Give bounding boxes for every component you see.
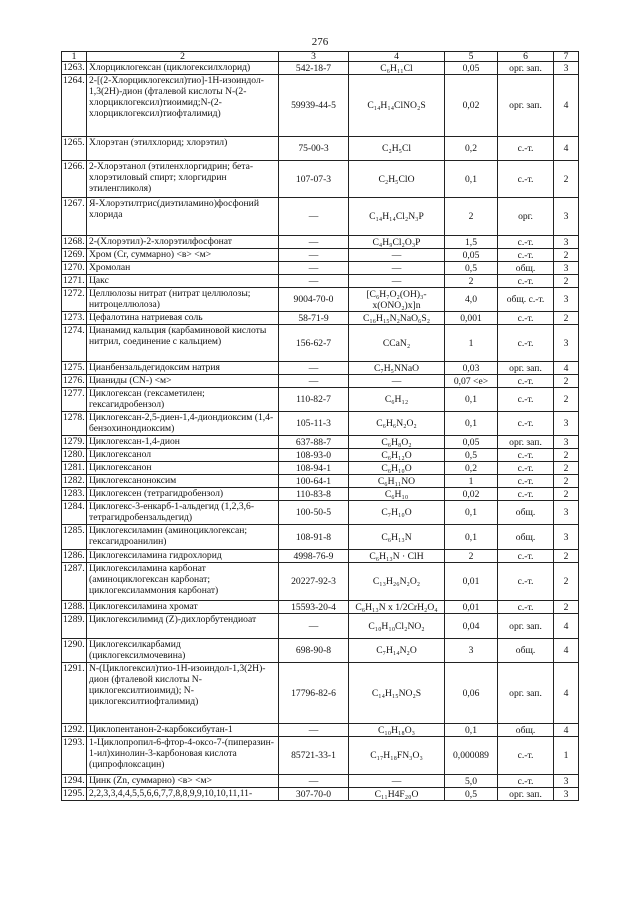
row-number: 1294. [63,775,85,786]
concentration-limit: 2 [445,198,498,236]
substance-name: Циклогексилимид (Z)-дихлорбутендиоат [87,614,279,639]
table-row [62,236,579,249]
table-row [62,475,579,488]
concentration-limit: 2 [445,550,498,563]
chemical-formula: C₂H₅Cl [349,137,445,161]
hazard-class: 2 [554,161,579,198]
substance-name: Циклогексилкарбамид (циклогексилмочевина) [87,639,279,663]
substance-name: Циклогексен (тетрагидробензол) [87,488,279,501]
cas-number: — [279,236,349,249]
hazard-indicator: орг. [498,198,554,236]
table-row [62,436,579,449]
hazard-indicator: общ. [498,724,554,737]
hazard-class: 3 [554,288,579,312]
hazard-indicator: с.-т. [498,375,554,388]
hazard-class: 3 [554,236,579,249]
cas-number: 85721-33-1 [279,737,349,775]
hazard-class: 4 [554,75,579,137]
substance-name: 1-Циклопропил-6-фтор-4-оксо-7-(пиперазин- 1-ил)хинолин-3-карбоновая кислота (ципрофлоксацин) [87,737,279,775]
table-row [62,737,579,775]
row-number: 1290. [62,639,87,663]
row-number: 1289. [62,614,87,639]
hazard-class: 2 [554,462,579,475]
chemical-formula: C₁₃H₂₆N₂O₂ [349,563,445,601]
table-row [62,198,579,236]
table-row [62,550,579,563]
hazard-indicator: с.-т. [498,325,554,362]
chemical-formula: — [349,775,445,788]
chemical-formula: C₁₁H4F₂₀O [349,788,445,801]
hazard-class: 3 [554,775,579,788]
concentration-limit: 0,02 [445,75,498,137]
table-row [62,161,579,198]
hazard-indicator: с.-т. [498,137,554,161]
row-number: 1295. [63,788,85,799]
cas-number: 542-18-7 [279,62,349,75]
hazard-indicator: с.-т. [498,412,554,436]
page-number: 276 [311,36,329,48]
cas-number: — [279,614,349,639]
chemical-formula: C₁₇H₁₈FN₃O₃ [349,737,445,775]
table-row [62,288,579,312]
row-number: 1271. [63,275,85,286]
hazard-class: 2 [554,449,579,462]
cas-number: — [279,724,349,737]
hazard-indicator: общ. [498,262,554,275]
row-number: 1282. [63,475,85,486]
chemical-formula: C₆H₁₃N [349,525,445,550]
concentration-limit: 0,1 [445,501,498,525]
cas-number: 110-82-7 [279,388,349,412]
substance-name: Хлорциклогексан (циклогексилхлорид) [87,62,279,75]
concentration-limit: 0,1 [445,161,498,198]
concentration-limit: 0,1 [445,525,498,550]
chemical-formula: — [349,275,445,288]
table-row [62,388,579,412]
concentration-limit: 5,0 [445,775,498,788]
substance-name: 2-(Хлорэтил)-2-хлорэтилфосфонат [87,236,279,249]
substance-name: 2-Хлорэтанол (этиленхлоргидрин; бета-хлорэтиловый спирт; хлоргидрин этиленгликоля) [87,161,279,198]
concentration-limit: 1,5 [445,236,498,249]
table-row [62,724,579,737]
table-row [62,563,579,601]
concentration-limit: 0,02 [445,488,498,501]
hazard-class: 2 [554,388,579,412]
cas-number: 107-07-3 [279,161,349,198]
hazard-class: 2 [554,601,579,614]
substance-name: Цианбензальдегидоксим натрия [87,362,279,375]
cas-number: — [279,775,349,788]
cas-number: 108-93-0 [279,449,349,462]
substance-name: 2,2,3,3,4,4,5,5,6,6,7,7,8,8,9,9,10,10,11,11- [87,788,279,801]
substance-table [61,51,579,801]
cas-number: 307-70-0 [279,788,349,801]
hazard-class: 4 [554,614,579,639]
hazard-class: 3 [554,501,579,525]
row-number: 1276. [63,375,85,386]
row-number: 1283. [63,488,85,499]
substance-name: Цефалотина натриевая соль [87,312,279,325]
table-row [62,601,579,614]
row-number: 1280. [63,449,85,460]
column-header: 2 [87,52,279,62]
column-header: 7 [554,52,579,62]
chemical-formula: C₆H₁₀ [349,488,445,501]
row-number: 1284. [62,501,87,525]
table-row [62,449,579,462]
chemical-formula: C₁₄H₁₄Cl₂N₃P [349,198,445,236]
chemical-formula: C₆H₈O₂ [349,436,445,449]
hazard-indicator: орг. зап. [498,362,554,375]
concentration-limit: 0,05 [445,436,498,449]
column-header: 3 [279,52,349,62]
chemical-formula: C₄H₉Cl₂O₃P [349,236,445,249]
row-number: 1277. [62,388,87,412]
cas-number: — [279,262,349,275]
hazard-indicator: с.-т. [498,563,554,601]
hazard-indicator: общ. [498,525,554,550]
hazard-indicator: с.-т. [498,312,554,325]
hazard-class: 3 [554,262,579,275]
hazard-indicator: орг. зап. [498,75,554,137]
table-row [62,75,579,137]
cas-number: 100-64-1 [279,475,349,488]
table-row [62,62,579,75]
row-number: 1265. [62,137,87,161]
table-row [62,525,579,550]
hazard-indicator: с.-т. [498,475,554,488]
cas-number: 637-88-7 [279,436,349,449]
table-row [62,663,579,724]
chemical-formula: C₆H₁₁Cl [349,62,445,75]
chemical-formula: — [349,262,445,275]
table-row [62,412,579,436]
concentration-limit: 1 [445,475,498,488]
hazard-indicator: с.-т. [498,462,554,475]
concentration-limit: 0,5 [445,449,498,462]
column-header: 5 [445,52,498,62]
substance-name: Цианиды (CN-) <м> [87,375,279,388]
table-row [62,501,579,525]
hazard-class: 3 [554,436,579,449]
column-header: 6 [498,52,554,62]
substance-name: Циклогексанон [87,462,279,475]
hazard-indicator: с.-т. [498,236,554,249]
substance-name: Циклогексиламина гидрохлорид [87,550,279,563]
table-row [62,362,579,375]
concentration-limit: 0,07 <е> [445,375,498,388]
hazard-indicator: общ. [498,639,554,663]
substance-name: Циклогексиламина хромат [87,601,279,614]
table-row [62,488,579,501]
hazard-class: 2 [554,249,579,262]
row-number: 1273. [63,312,85,323]
table-row [62,249,579,262]
chemical-formula: C₆H₁₃N · ClH [349,550,445,563]
cas-number: 100-50-5 [279,501,349,525]
substance-name: Циклогекс-3-енкарб-1-альдегид (1,2,3,6-тетрагидробензальдегид) [87,501,279,525]
table-header-row [62,52,579,62]
row-number: 1274. [62,325,87,362]
cas-number: 105-11-3 [279,412,349,436]
substance-name: Циклогексан-1,4-дион [87,436,279,449]
hazard-indicator: орг. зап. [498,436,554,449]
chemical-formula: CCaN₂ [349,325,445,362]
substance-name: Циклогексиламина карбонат (аминоциклогексан карбонат; циклогексиламмония карбонат) [87,563,279,601]
substance-name: Хромолан [87,262,279,275]
hazard-class: 2 [554,312,579,325]
concentration-limit: 0,04 [445,614,498,639]
chemical-formula: C₆H₁₃N x 1/2CrH₂O₄ [349,601,445,614]
hazard-class: 2 [554,475,579,488]
chemical-formula: C₁₄H₁₄ClNO₂S [349,75,445,137]
row-number: 1264. [62,75,87,137]
hazard-indicator: орг. зап. [498,663,554,724]
table-row [62,462,579,475]
cas-number: 108-91-8 [279,525,349,550]
cas-number: 17796-82-6 [279,663,349,724]
chemical-formula: C₁₀H₁₀Cl₂NO₂ [349,614,445,639]
cas-number: — [279,198,349,236]
concentration-limit: 0,1 [445,412,498,436]
chemical-formula: C₆H₁₂ [349,388,445,412]
hazard-indicator: орг. зап. [498,62,554,75]
hazard-class: 3 [554,198,579,236]
hazard-indicator: с.-т. [498,550,554,563]
row-number: 1270. [63,262,85,273]
hazard-indicator: с.-т. [498,161,554,198]
row-number: 1267. [62,198,87,236]
hazard-indicator: с.-т. [498,449,554,462]
table-row [62,375,579,388]
cas-number: 15593-20-4 [279,601,349,614]
chemical-formula: C₇H₁₀O [349,501,445,525]
hazard-class: 2 [554,275,579,288]
table-row [62,639,579,663]
row-number: 1263. [63,62,85,73]
row-number: 1291. [62,663,87,724]
substance-name: Циклогексан (гексаметилен; гексагидробензол) [87,388,279,412]
table-row [62,275,579,288]
cas-number: 108-94-1 [279,462,349,475]
substance-name: 2-[(2-Хлорциклогексил)тио]-1Н-изоиндол- 1,3(2Н)-дион (фталевой кислоты N-(2-хлорциклогексил)тиоимид;N-(2-хлорциклогексил)тиофталимид) [87,75,279,137]
row-number: 1268. [63,236,85,247]
concentration-limit: 0,1 [445,388,498,412]
table-row [62,325,579,362]
chemical-formula: C₆H₁₂O [349,449,445,462]
table-row [62,312,579,325]
row-number: 1266. [62,161,87,198]
cas-number: 9004-70-0 [279,288,349,312]
hazard-indicator: с.-т. [498,601,554,614]
row-number: 1288. [63,601,85,612]
cas-number: 4998-76-9 [279,550,349,563]
substance-name: Циклогексан-2,5-диен-1,4-диондиоксим (1,4-бензохинондиоксим) [87,412,279,436]
concentration-limit: 0,05 [445,62,498,75]
chemical-formula: C₇H₅NNaO [349,362,445,375]
concentration-limit: 0,2 [445,462,498,475]
row-number: 1269. [63,249,85,260]
hazard-class: 3 [554,788,579,801]
cas-number: — [279,275,349,288]
substance-name: Хлорэтан (этилхлорид; хлорэтил) [87,137,279,161]
table-row [62,775,579,788]
hazard-indicator: общ. с.-т. [498,288,554,312]
concentration-limit: 0,01 [445,601,498,614]
hazard-indicator: с.-т. [498,275,554,288]
concentration-limit: 3 [445,639,498,663]
row-number: 1275. [63,362,85,373]
hazard-class: 3 [554,325,579,362]
substance-name: Хром (Cr, суммарно) <в> <м> [87,249,279,262]
row-number: 1292. [63,724,85,735]
concentration-limit: 0,03 [445,362,498,375]
chemical-formula: C₁₄H₁₅NO₂S [349,663,445,724]
row-number: 1278. [62,412,87,436]
concentration-limit: 0,001 [445,312,498,325]
chemical-formula: C₂H₅ClO [349,161,445,198]
hazard-indicator: с.-т. [498,775,554,788]
cas-number: 59939-44-5 [279,75,349,137]
cas-number: — [279,375,349,388]
hazard-class: 2 [554,563,579,601]
hazard-class: 4 [554,663,579,724]
row-number: 1279. [63,436,85,447]
hazard-indicator: с.-т. [498,249,554,262]
hazard-indicator: общ. [498,501,554,525]
hazard-class: 1 [554,737,579,775]
table-row [62,137,579,161]
concentration-limit: 0,06 [445,663,498,724]
substance-name: Цинк (Zn, суммарно) <в> <м> [87,775,279,788]
substance-name: Цианамид кальция (карбаминовой кислоты нитрил, соединение с кальцием) [87,325,279,362]
chemical-formula: [C₆H₇O₂(OH)₃-x(ONO₂)x]n [349,288,445,312]
cas-number: 698-90-8 [279,639,349,663]
concentration-limit: 2 [445,275,498,288]
concentration-limit: 1 [445,325,498,362]
chemical-formula: C₆H₁₁NO [349,475,445,488]
table-row [62,262,579,275]
concentration-limit: 0,5 [445,788,498,801]
cas-number: — [279,249,349,262]
substance-name: Целлюлозы нитрат (нитрат целлюлозы; нитроцеллюлоза) [87,288,279,312]
row-number: 1285. [62,525,87,550]
hazard-class: 4 [554,362,579,375]
substance-name: Цакс [87,275,279,288]
row-number: 1286. [63,550,85,561]
hazard-indicator: с.-т. [498,388,554,412]
cas-number: 58-71-9 [279,312,349,325]
substance-name: Циклогексанол [87,449,279,462]
chemical-formula: C₁₆H₁₅N₂NaO₆S₂ [349,312,445,325]
cas-number: — [279,362,349,375]
row-number: 1281. [63,462,85,473]
hazard-class: 3 [554,412,579,436]
cas-number: 110-83-8 [279,488,349,501]
hazard-indicator: с.-т. [498,737,554,775]
hazard-class: 3 [554,525,579,550]
concentration-limit: 0,5 [445,262,498,275]
cas-number: 75-00-3 [279,137,349,161]
cas-number: 156-62-7 [279,325,349,362]
row-number: 1272. [62,288,87,312]
substance-name: Я-Хлорэтилтрис(диэтиламино)фосфоний хлорида [87,198,279,236]
table-row [62,614,579,639]
substance-name: Циклогексаноноксим [87,475,279,488]
concentration-limit: 0,01 [445,563,498,601]
row-number: 1293. [62,737,87,775]
substance-name: Циклопентанон-2-карбоксибутан-1 [87,724,279,737]
table-row [62,788,579,801]
column-header: 4 [349,52,445,62]
hazard-class: 2 [554,488,579,501]
substance-name: Циклогексиламин (аминоциклогексан; гексагидроанилин) [87,525,279,550]
hazard-class: 2 [554,550,579,563]
chemical-formula: C₁₀H₁₈O₃ [349,724,445,737]
chemical-formula: — [349,375,445,388]
hazard-indicator: орг. зап. [498,788,554,801]
chemical-formula: C₆H₁₀O [349,462,445,475]
cas-number: 20227-92-3 [279,563,349,601]
hazard-class: 4 [554,137,579,161]
column-header: 1 [62,52,87,62]
chemical-formula: C₇H₁₄N₂O [349,639,445,663]
hazard-indicator: орг. зап. [498,614,554,639]
hazard-indicator: с.-т. [498,488,554,501]
concentration-limit: 0,05 [445,249,498,262]
substance-name: N-(Циклогексил)тио-1Н-изоиндол-1,3(2Н)- дион (фталевой кислоты N-циклогексилтиоимид); N-циклогексилтиофталимид) [87,663,279,724]
chemical-formula: — [349,249,445,262]
concentration-limit: 0,1 [445,724,498,737]
concentration-limit: 0,2 [445,137,498,161]
hazard-class: 4 [554,724,579,737]
row-number: 1287. [62,563,87,601]
hazard-class: 2 [554,375,579,388]
hazard-class: 4 [554,639,579,663]
chemical-formula: C₆H₆N₂O₂ [349,412,445,436]
hazard-class: 3 [554,62,579,75]
concentration-limit: 0,000089 [445,737,498,775]
concentration-limit: 4,0 [445,288,498,312]
